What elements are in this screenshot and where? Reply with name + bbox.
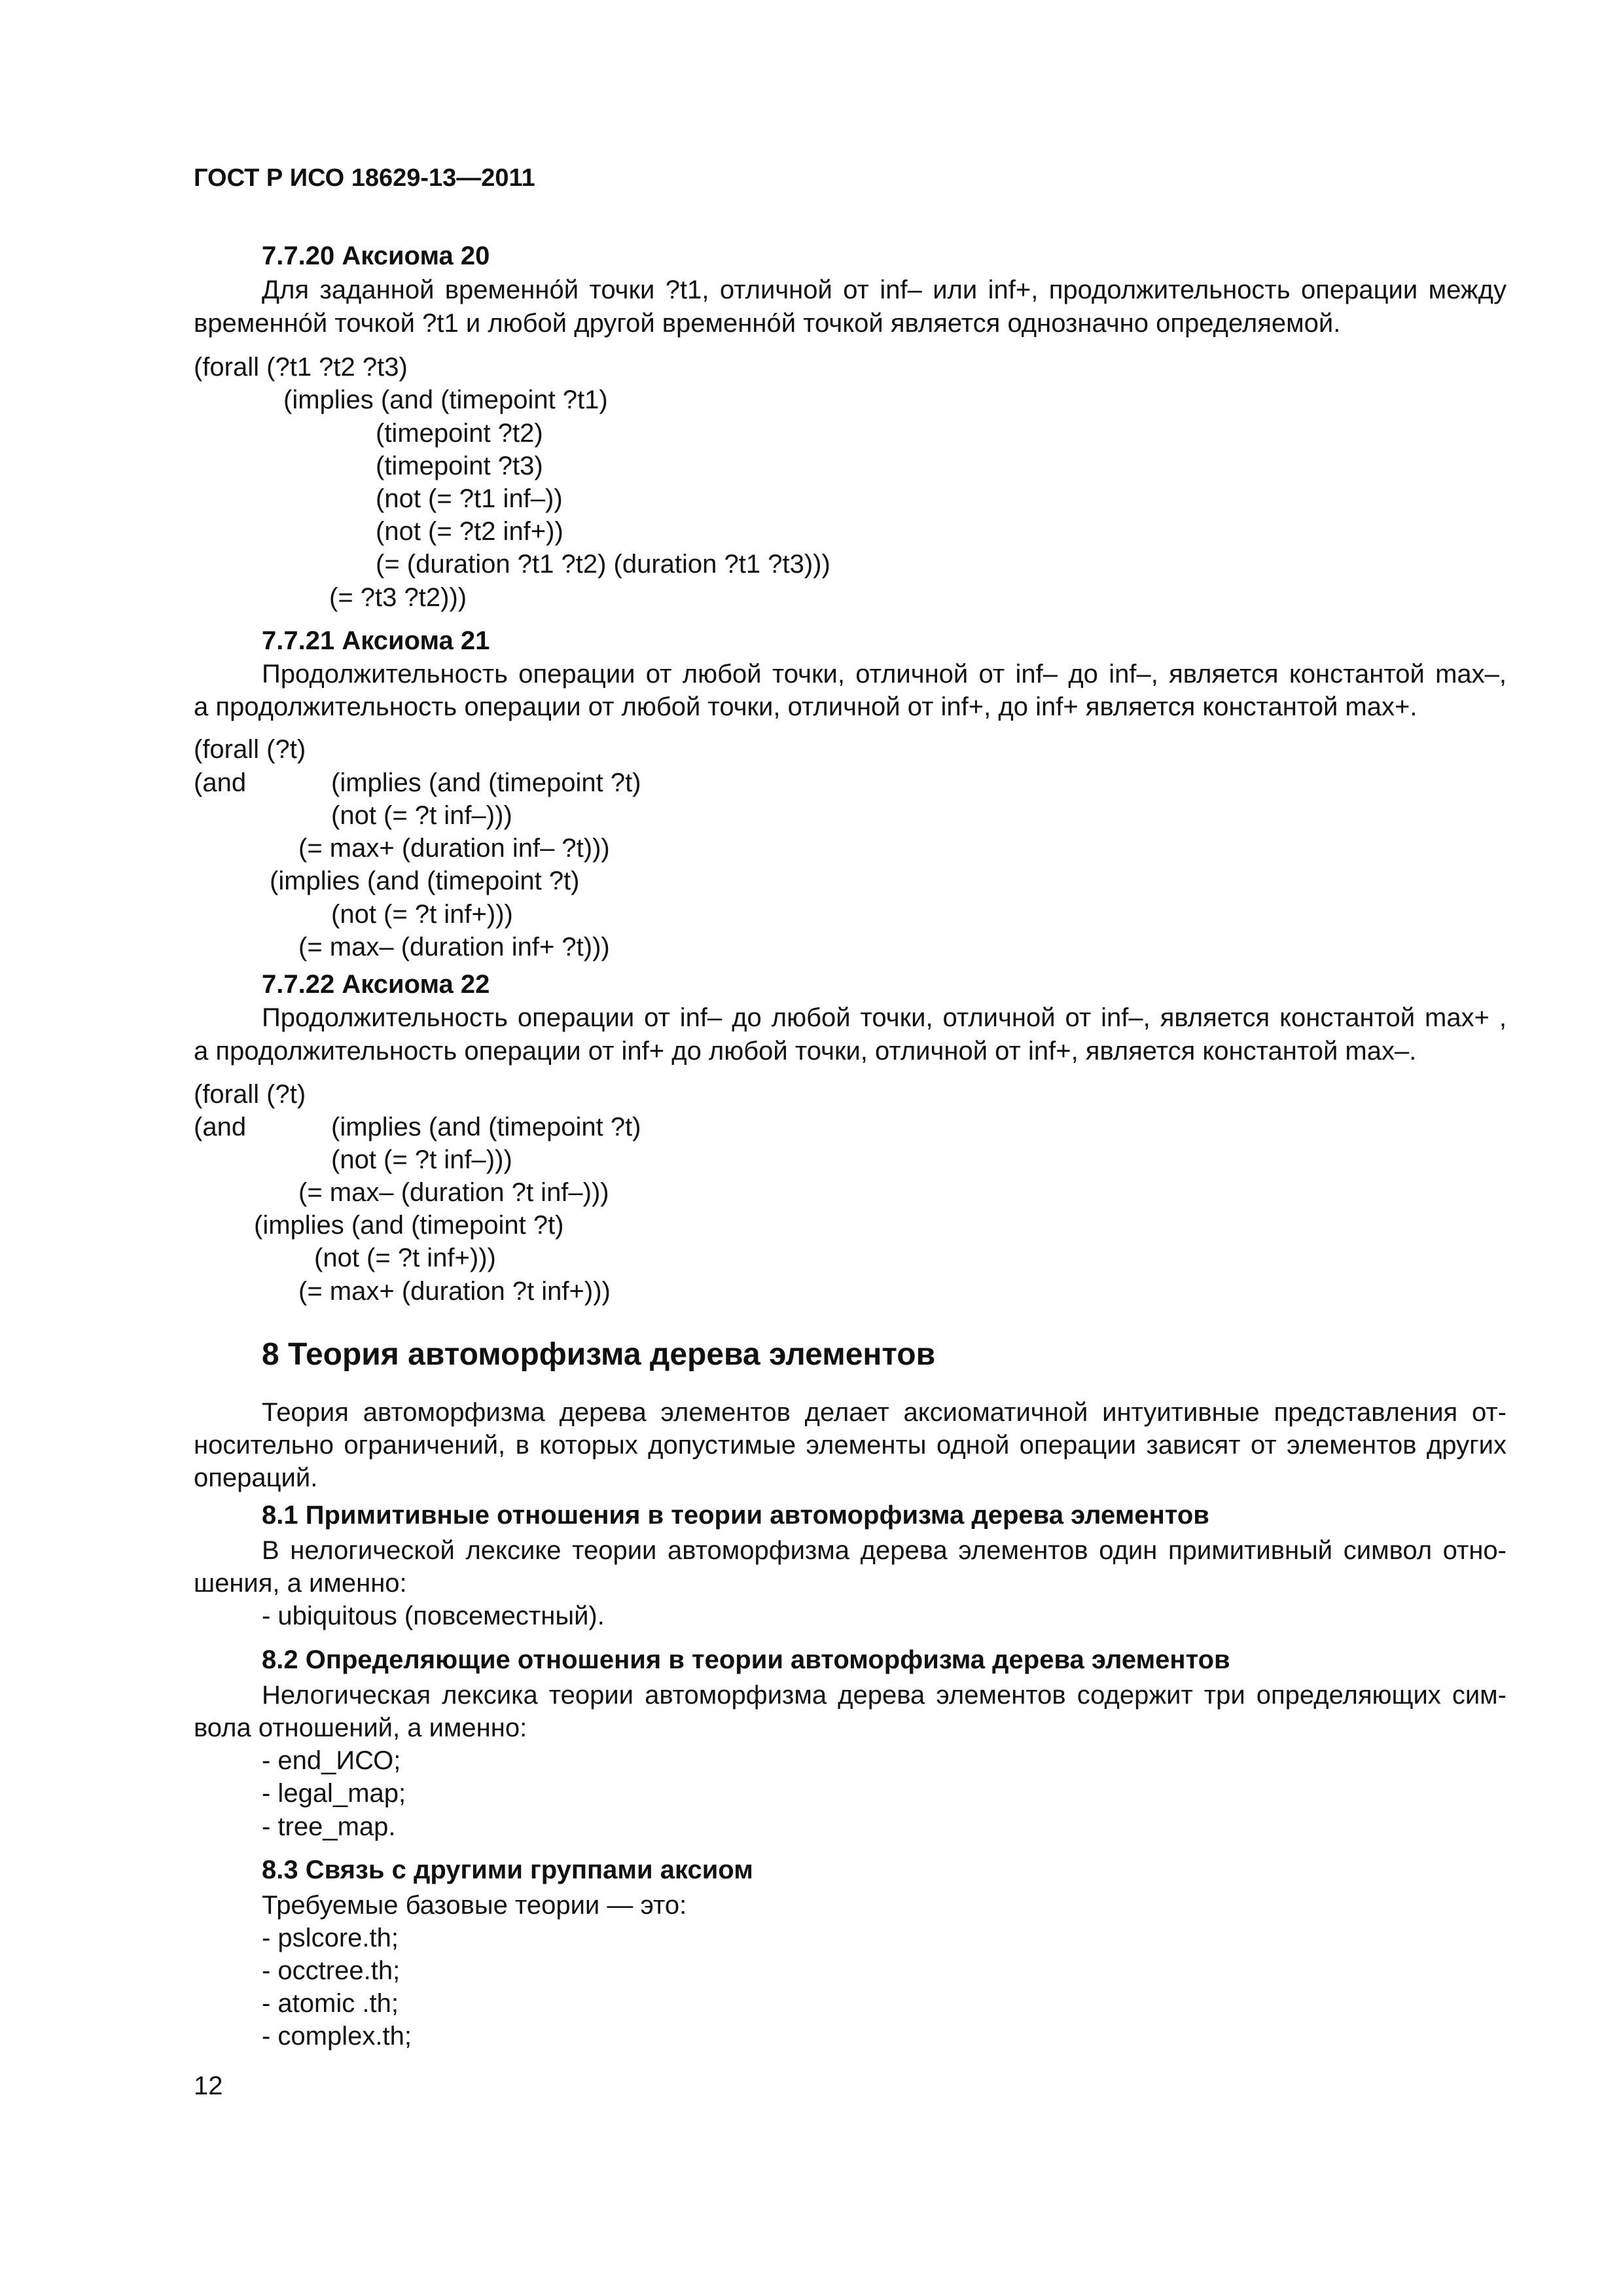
code-line: (implies (and (timepoint ?t1): [283, 386, 608, 414]
paragraph-line: Теория автоморфизма дерева элементов делает аксиоматичной интуитивные представления от-: [262, 1398, 1507, 1427]
document-header-id: ГОСТ Р ИСО 18629-13—2011: [194, 164, 535, 192]
code-line: (= max– (duration ?t inf–))): [298, 1178, 609, 1207]
list-item: - end_ИСО;: [262, 1746, 401, 1775]
code-line: (not (= ?t inf+))): [331, 900, 513, 929]
code-line: (not (= ?t inf–))): [331, 801, 512, 830]
code-line: (not (= ?t inf+))): [314, 1244, 496, 1272]
section-heading-7-7-21: 7.7.21 Аксиома 21: [262, 626, 490, 655]
code-line: (= max+ (duration inf– ?t))): [298, 834, 610, 863]
paragraph-line: Для заданной временно́й точки ?t1, отличной от inf– или inf+, продолжительность операции между: [262, 276, 1507, 304]
code-line: (implies (and (timepoint ?t): [270, 867, 580, 895]
paragraph-line: В нелогической лексике теории автоморфизма дерева элементов один примитивный символ отно-: [262, 1536, 1507, 1565]
list-item: - ubiquitous (повсеместный).: [262, 1602, 605, 1630]
code-line: (forall (?t1 ?t2 ?t3): [194, 353, 408, 382]
page-number: 12: [194, 2072, 223, 2100]
code-line: (= (duration ?t1 ?t2) (duration ?t1 ?t3))): [376, 550, 830, 579]
section-heading-8-2: 8.2 Определяющие отношения в теории автоморфизма дерева элементов: [262, 1645, 1230, 1674]
code-line: (not (= ?t inf–))): [331, 1145, 512, 1174]
code-line: (= max+ (duration ?t inf+))): [298, 1277, 611, 1306]
list-item: - atomic .th;: [262, 1989, 399, 2018]
paragraph-line: шения, а именно:: [194, 1569, 407, 1598]
code-line: (not (= ?t2 inf+)): [376, 517, 563, 546]
paragraph-line: вола отношений, а именно:: [194, 1713, 527, 1742]
code-line: (timepoint ?t2): [376, 419, 543, 448]
section-heading-8: 8 Теория автоморфизма дерева элементов: [262, 1337, 936, 1372]
code-line: (and: [194, 768, 247, 797]
list-item: - legal_map;: [262, 1779, 406, 1808]
code-line: (forall (?t): [194, 735, 306, 764]
code-line: (timepoint ?t3): [376, 452, 543, 480]
paragraph-line: Продолжительность операции от любой точки, отличной от inf– до inf–, является константой max–,: [262, 660, 1507, 689]
code-line: (and: [194, 1113, 247, 1141]
paragraph-line: операций.: [194, 1463, 318, 1492]
section-heading-7-7-22: 7.7.22 Аксиома 22: [262, 970, 490, 999]
code-line: (= max– (duration inf+ ?t))): [298, 933, 610, 961]
list-item: - complex.th;: [262, 2022, 412, 2051]
paragraph-line: носительно ограничений, в которых допустимые элементы одной операции зависят от элементов других: [194, 1431, 1507, 1460]
section-heading-7-7-20: 7.7.20 Аксиома 20: [262, 242, 490, 270]
paragraph-line: а продолжительность операции от inf+ до любой точки, отличной от inf+, является константой max–.: [194, 1037, 1417, 1066]
code-line: (forall (?t): [194, 1080, 306, 1109]
section-heading-8-1: 8.1 Примитивные отношения в теории автоморфизма дерева элементов: [262, 1501, 1209, 1530]
list-item: - occtree.th;: [262, 1956, 401, 1985]
code-line: (implies (and (timepoint ?t): [331, 1113, 641, 1141]
code-line: (not (= ?t1 inf–)): [376, 484, 563, 513]
paragraph-line: Продолжительность операции от inf– до любой точки, отличной от inf–, является константой max+ ,: [262, 1003, 1507, 1032]
code-line: (implies (and (timepoint ?t): [254, 1211, 564, 1240]
paragraph-line: Требуемые базовые теории — это:: [262, 1891, 687, 1920]
list-item: - pslcore.th;: [262, 1924, 399, 1952]
code-line: (implies (and (timepoint ?t): [331, 768, 641, 797]
code-line: (= ?t3 ?t2))): [329, 583, 467, 612]
paragraph-line: Нелогическая лексика теории автоморфизма дерева элементов содержит три определяющих сим-: [262, 1681, 1507, 1710]
list-item: - tree_map.: [262, 1812, 396, 1841]
paragraph-line: временно́й точкой ?t1 и любой другой временно́й точкой является однозначно определяемой.: [194, 309, 1341, 338]
section-heading-8-3: 8.3 Связь с другими группами аксиом: [262, 1856, 753, 1884]
paragraph-line: а продолжительность операции от любой точки, отличной от inf+, до inf+ является константой max+.: [194, 692, 1418, 721]
